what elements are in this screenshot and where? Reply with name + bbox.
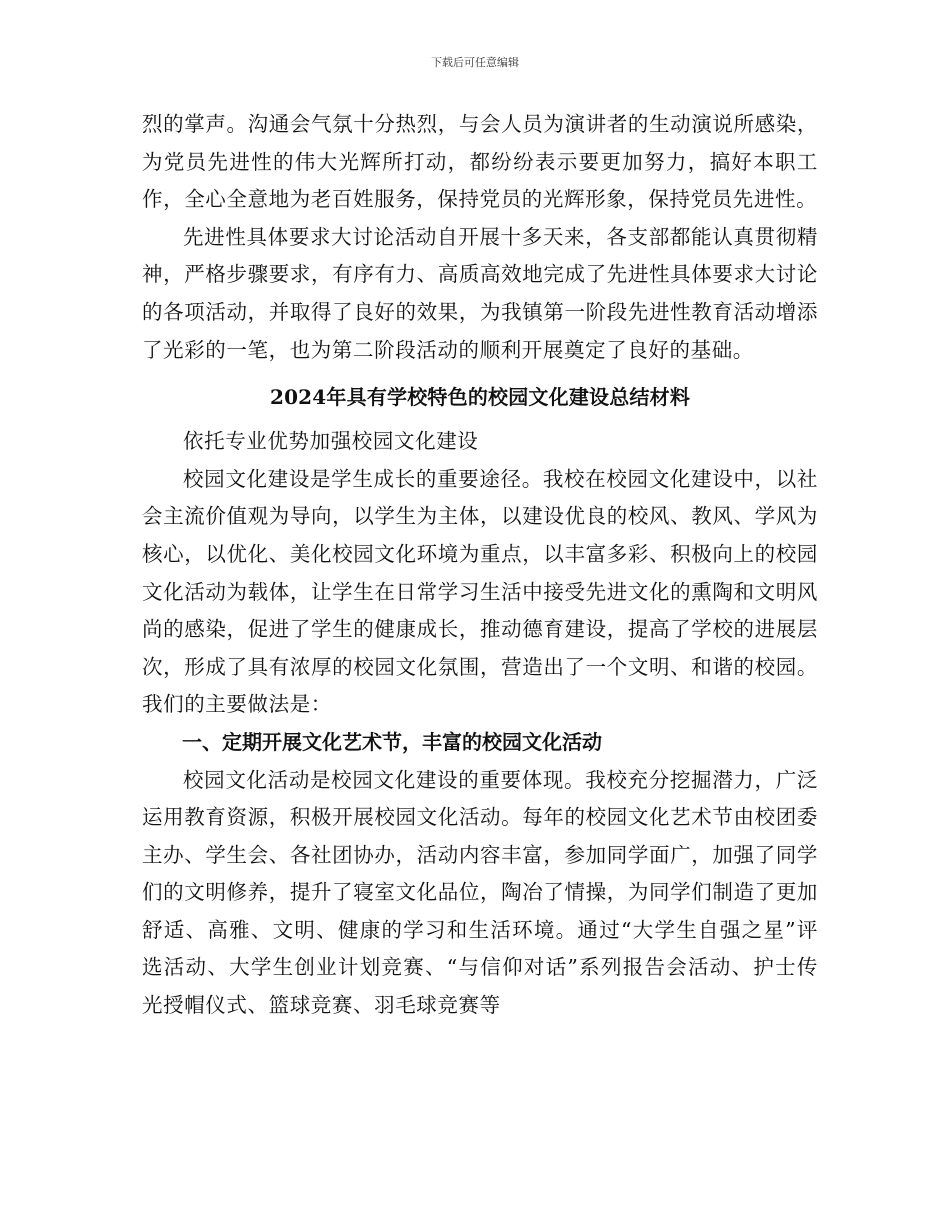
document-subtitle: 依托专业优势加强校园文化建设 (183, 429, 479, 454)
document-title: 2024年具有学校特色的校园文化建设总结材料 (269, 385, 691, 410)
section-heading: 一、定期开展文化艺术节，丰富的校园文化活动 (182, 729, 602, 754)
paragraph-discussion-summary: 先进性具体要求大讨论活动自开展十多天来，各支部都能认真贯彻精神，严格步骤要求，有序有力、高质高效地完成了先进性具体要求大讨论的各项活动，并取得了良好的效果，为我镇第一阶段先进性教育活动增添了光彩的一笔，也为第二阶段活动的顺利开展奠定了良好的基础。 (142, 224, 818, 362)
paragraph-section-body: 校园文化活动是校园文化建设的重要体现。我校充分挖掘潜力，广泛运用教育资源，积极开展校园文化活动。每年的校园文化艺术节由校团委主办、学生会、各社团协办，活动内容丰富，参加同学面广，加强了同学们的文明修养，提升了寝室文化品位，陶冶了情操，为同学们制造了更加舒适、高雅、文明、健康的学习和生活环境。通过“大学生自强之星”评选活动、大学生创业计划竞赛、“与信仰对话”系列报告会活动、护士传光授帽仪式、篮球竞赛、羽毛球竞赛等 (142, 767, 818, 1018)
paragraph-continued: 烈的掌声。沟通会气氛十分热烈，与会人员为演讲者的生动演说所感染，为党员先进性的伟大光辉所打动，都纷纷表示要更加努力，搞好本职工作，全心全意地为老百姓服务，保持党员的光辉形象，保持党员先进性。 (142, 112, 818, 212)
document-body (142, 106, 818, 1025)
page-header: 下载后可任意编辑 (431, 56, 519, 69)
paragraph-intro: 校园文化建设是学生成长的重要途径。我校在校园文化建设中，以社会主流价值观为导向，以学生为主体，以建设优良的校风、教风、学风为核心，以优化、美化校园文化环境为重点，以丰富多彩、积极向上的校园文化活动为载体，让学生在日常学习生活中接受先进文化的熏陶和文明风尚的感染，促进了学生的健康成长，推动德育建设，提高了学校的进展层次，形成了具有浓厚的校园文化氛围，营造出了一个文明、和谐的校园。我们的主要做法是： (142, 466, 818, 717)
